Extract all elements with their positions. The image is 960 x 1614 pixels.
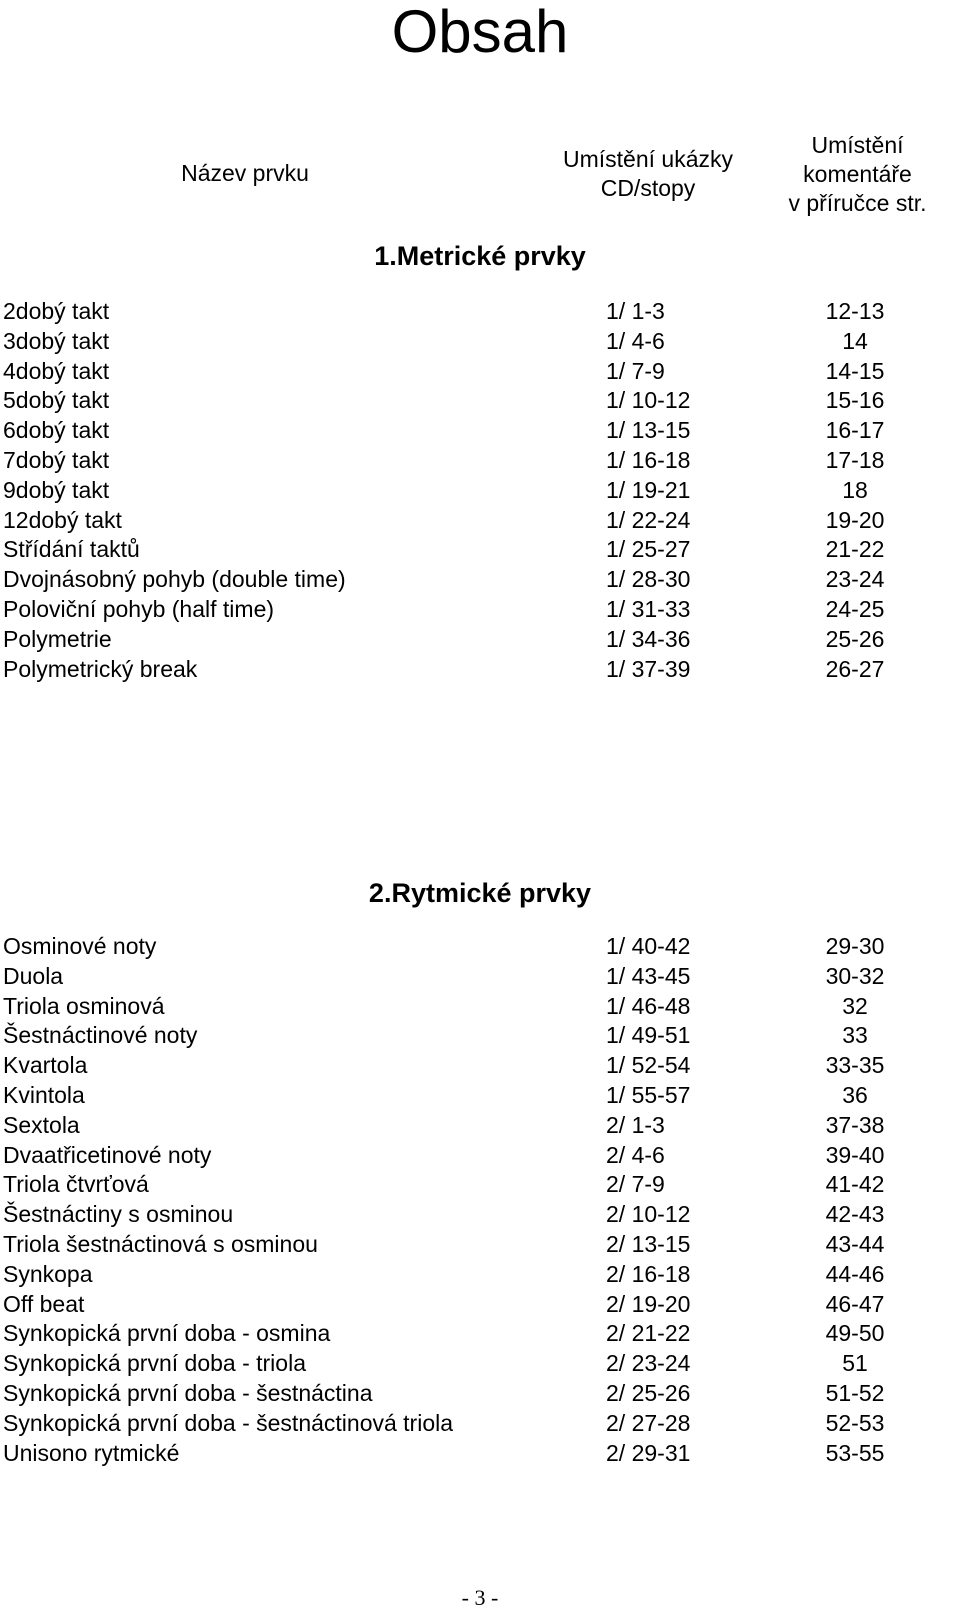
row-name: Šestnáctinové noty bbox=[3, 1022, 198, 1049]
row-page: 23-24 bbox=[825, 566, 885, 593]
row-name: Dvaatřicetinové noty bbox=[3, 1141, 212, 1168]
table-metric bbox=[0, 297, 960, 684]
row-cd-track: 1/ 49-51 bbox=[606, 1022, 691, 1049]
row-name: Synkopická první doba - osmina bbox=[3, 1320, 331, 1347]
row-name: Synkopická první doba - šestnáctina bbox=[3, 1379, 373, 1406]
row-cd-track: 2/ 19-20 bbox=[606, 1290, 691, 1317]
row-cd-track: 1/ 25-27 bbox=[606, 536, 691, 563]
table-row bbox=[0, 1170, 960, 1200]
row-name: 6dobý takt bbox=[3, 417, 110, 444]
row-page: 51 bbox=[842, 1350, 868, 1377]
table-row bbox=[0, 446, 960, 476]
table-row bbox=[0, 535, 960, 565]
row-cd-track: 2/ 4-6 bbox=[606, 1141, 665, 1168]
row-page: 51-52 bbox=[825, 1379, 885, 1406]
column-header-page-line: komentáře bbox=[803, 161, 912, 187]
column-header-page-line: Umístění bbox=[811, 132, 904, 158]
row-name: Synkopická první doba - šestnáctinová triola bbox=[3, 1409, 454, 1436]
page-number: - 3 - bbox=[461, 1585, 499, 1610]
row-cd-track: 2/ 29-31 bbox=[606, 1439, 691, 1466]
row-name: Triola šestnáctinová s osminou bbox=[3, 1230, 318, 1257]
row-page: 33-35 bbox=[825, 1052, 885, 1079]
row-page: 17-18 bbox=[825, 446, 885, 473]
row-name: Kvartola bbox=[3, 1052, 88, 1079]
table-row bbox=[0, 297, 960, 327]
table-row bbox=[0, 1439, 960, 1469]
table-row bbox=[0, 386, 960, 416]
column-header-name: Název prvku bbox=[181, 160, 309, 186]
row-cd-track: 1/ 22-24 bbox=[606, 506, 691, 533]
row-cd-track: 1/ 19-21 bbox=[606, 476, 691, 503]
row-name: Triola čtvrťová bbox=[3, 1171, 149, 1198]
table-row bbox=[0, 506, 960, 536]
row-cd-track: 2/ 10-12 bbox=[606, 1201, 691, 1228]
row-cd-track: 1/ 55-57 bbox=[606, 1081, 691, 1108]
row-cd-track: 2/ 21-22 bbox=[606, 1320, 691, 1347]
column-header-cd bbox=[538, 145, 758, 203]
row-page: 53-55 bbox=[825, 1439, 885, 1466]
row-page: 12-13 bbox=[825, 298, 885, 324]
row-cd-track: 1/ 46-48 bbox=[606, 992, 691, 1019]
page-title: Obsah bbox=[391, 0, 569, 65]
row-name: 9dobý takt bbox=[3, 476, 110, 503]
column-header-page bbox=[760, 131, 955, 218]
table-row bbox=[0, 1081, 960, 1111]
row-cd-track: 2/ 1-3 bbox=[606, 1111, 665, 1138]
table-row bbox=[0, 1051, 960, 1081]
row-name: 12dobý takt bbox=[3, 506, 122, 533]
table-row bbox=[0, 1409, 960, 1439]
row-page: 18 bbox=[842, 476, 868, 503]
row-cd-track: 1/ 43-45 bbox=[606, 962, 691, 989]
row-page: 39-40 bbox=[825, 1141, 885, 1168]
row-page: 21-22 bbox=[825, 536, 885, 563]
table-rhythmic bbox=[0, 932, 960, 1468]
row-name: Off beat bbox=[3, 1290, 85, 1317]
row-name: Osminové noty bbox=[3, 933, 157, 959]
table-row bbox=[0, 1349, 960, 1379]
table-row bbox=[0, 655, 960, 685]
row-name: Kvintola bbox=[3, 1081, 85, 1108]
row-cd-track: 1/ 31-33 bbox=[606, 595, 691, 622]
table-row bbox=[0, 357, 960, 387]
row-page: 30-32 bbox=[825, 962, 885, 989]
table-row bbox=[0, 625, 960, 655]
row-name: 7dobý takt bbox=[3, 446, 110, 473]
row-cd-track: 1/ 7-9 bbox=[606, 357, 665, 384]
row-page: 46-47 bbox=[825, 1290, 885, 1317]
row-name: Střídání taktů bbox=[3, 536, 140, 563]
row-page: 24-25 bbox=[825, 595, 885, 622]
row-cd-track: 2/ 27-28 bbox=[606, 1409, 691, 1436]
row-name: Polymetrický break bbox=[3, 655, 198, 682]
row-cd-track: 1/ 4-6 bbox=[606, 327, 665, 354]
table-row bbox=[0, 992, 960, 1022]
row-cd-track: 1/ 10-12 bbox=[606, 387, 691, 414]
row-name: Polymetrie bbox=[3, 625, 112, 652]
column-header-cd-line: CD/stopy bbox=[600, 175, 696, 201]
table-row bbox=[0, 476, 960, 506]
row-page: 29-30 bbox=[825, 933, 885, 959]
row-page: 43-44 bbox=[825, 1230, 885, 1257]
row-name: Dvojnásobný pohyb (double time) bbox=[3, 566, 346, 593]
table-row bbox=[0, 1290, 960, 1320]
row-page: 33 bbox=[842, 1022, 868, 1049]
table-row bbox=[0, 327, 960, 357]
row-cd-track: 1/ 16-18 bbox=[606, 446, 691, 473]
row-cd-track: 1/ 34-36 bbox=[606, 625, 691, 652]
row-cd-track: 1/ 28-30 bbox=[606, 566, 691, 593]
row-cd-track: 1/ 13-15 bbox=[606, 417, 691, 444]
table-row bbox=[0, 595, 960, 625]
table-row bbox=[0, 1230, 960, 1260]
row-name: Unisono rytmické bbox=[3, 1439, 180, 1466]
row-page: 52-53 bbox=[825, 1409, 885, 1436]
row-cd-track: 2/ 16-18 bbox=[606, 1260, 691, 1287]
row-page: 14 bbox=[842, 327, 868, 354]
row-page: 44-46 bbox=[825, 1260, 885, 1287]
row-name: Sextola bbox=[3, 1111, 80, 1138]
table-row bbox=[0, 1141, 960, 1171]
table-row bbox=[0, 416, 960, 446]
row-cd-track: 1/ 37-39 bbox=[606, 655, 691, 682]
table-row bbox=[0, 1319, 960, 1349]
row-name: Synkopa bbox=[3, 1260, 93, 1287]
table-row bbox=[0, 1111, 960, 1141]
row-cd-track: 2/ 23-24 bbox=[606, 1350, 691, 1377]
row-page: 26-27 bbox=[825, 655, 885, 682]
row-name: Synkopická první doba - triola bbox=[3, 1350, 306, 1377]
row-page: 42-43 bbox=[825, 1201, 885, 1228]
row-page: 15-16 bbox=[825, 387, 885, 414]
table-row bbox=[0, 1379, 960, 1409]
section-heading-metric: 1.Metrické prvky bbox=[374, 241, 586, 271]
table-row bbox=[0, 932, 960, 962]
row-name: Šestnáctiny s osminou bbox=[3, 1201, 234, 1228]
row-page: 14-15 bbox=[825, 357, 885, 384]
row-cd-track: 1/ 40-42 bbox=[606, 933, 691, 959]
section-heading-rhythmic: 2.Rytmické prvky bbox=[368, 878, 592, 908]
row-cd-track: 2/ 25-26 bbox=[606, 1379, 691, 1406]
row-name: 5dobý takt bbox=[3, 387, 110, 414]
row-name: Duola bbox=[3, 962, 64, 989]
row-page: 32 bbox=[842, 992, 868, 1019]
row-page: 41-42 bbox=[825, 1171, 885, 1198]
row-page: 25-26 bbox=[825, 625, 885, 652]
row-cd-track: 2/ 7-9 bbox=[606, 1171, 665, 1198]
row-name: 3dobý takt bbox=[3, 327, 110, 354]
table-row bbox=[0, 565, 960, 595]
table-row bbox=[0, 1260, 960, 1290]
row-cd-track: 2/ 13-15 bbox=[606, 1230, 691, 1257]
row-page: 36 bbox=[842, 1081, 868, 1108]
row-page: 37-38 bbox=[825, 1111, 885, 1138]
row-name: Poloviční pohyb (half time) bbox=[3, 595, 275, 622]
row-cd-track: 1/ 52-54 bbox=[606, 1052, 691, 1079]
row-name: 2dobý takt bbox=[3, 298, 110, 324]
row-page: 49-50 bbox=[825, 1320, 885, 1347]
row-name: Triola osminová bbox=[3, 992, 165, 1019]
row-name: 4dobý takt bbox=[3, 357, 110, 384]
table-row bbox=[0, 1200, 960, 1230]
row-page: 16-17 bbox=[825, 417, 885, 444]
column-header-page-line: v příručce str. bbox=[788, 190, 927, 216]
table-row bbox=[0, 962, 960, 992]
table-row bbox=[0, 1021, 960, 1051]
column-header-cd-line: Umístění ukázky bbox=[563, 146, 733, 172]
row-cd-track: 1/ 1-3 bbox=[606, 298, 665, 324]
row-page: 19-20 bbox=[825, 506, 885, 533]
